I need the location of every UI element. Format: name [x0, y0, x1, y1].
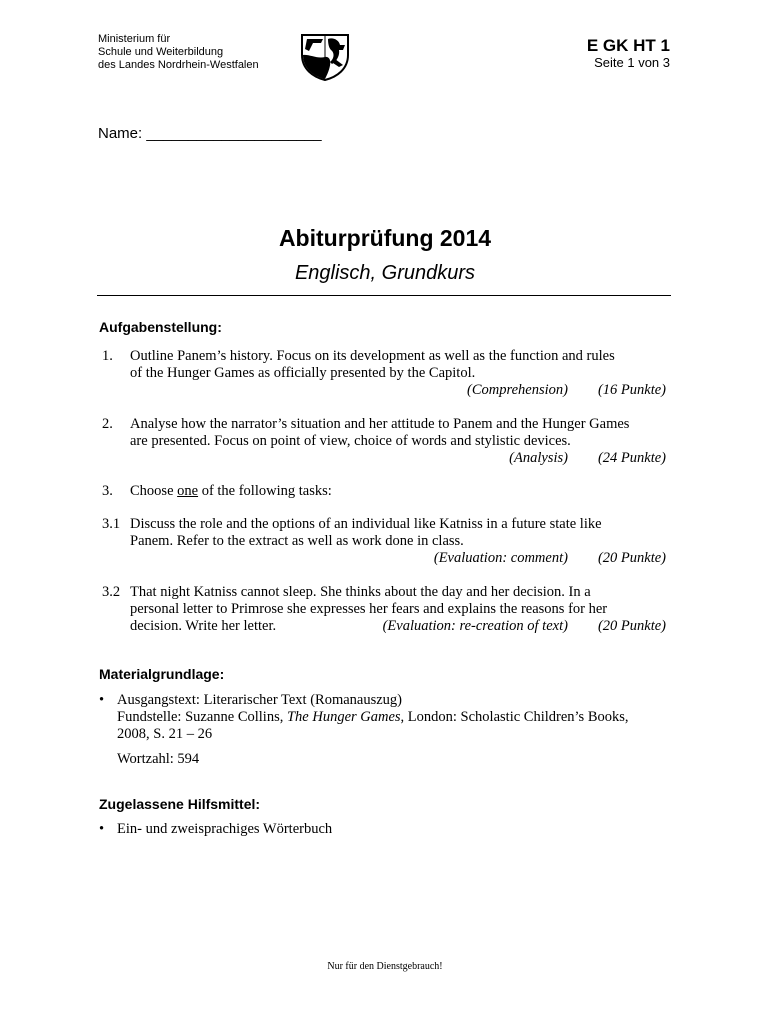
page-title: Abiturprüfung 2014 [278, 225, 492, 251]
task-points: (16 Punkte) [597, 382, 666, 398]
task-points: (20 Punkte) [597, 618, 666, 634]
task-text-line: of the Hunger Games as officially presented by the Capitol. [130, 365, 476, 381]
page-subtitle: Englisch, Grundkurs [294, 262, 476, 284]
task-text-line: are presented. Focus on point of view, choice of words and stylistic devices. [130, 433, 571, 449]
task-text-line: decision. Write her letter. [130, 618, 277, 634]
emphasis-underline: one [177, 483, 199, 499]
nrw-coat-of-arms-icon [299, 31, 351, 81]
task-meta [130, 450, 666, 467]
aid-text: Ein- und zweisprachiges Wörterbuch [117, 821, 333, 837]
task-text-line: Choose one of the following tasks: [130, 483, 332, 499]
task-points: (24 Punkte) [597, 450, 666, 466]
materials-heading: Materialgrundlage: [99, 666, 225, 682]
task-text-line: personal letter to Primrose she expresses her fears and explains the reasons for her [130, 601, 608, 617]
task-1 [102, 348, 666, 399]
task-last-line [130, 618, 666, 635]
materials-list-item [99, 692, 679, 768]
ministry-line: Ministerium für [98, 33, 171, 45]
task-type: (Analysis) [509, 450, 568, 466]
ministry-line: Schule und Weiterbildung [98, 46, 224, 58]
bullet-icon: • [99, 692, 105, 708]
task-2 [102, 416, 666, 467]
material-source: Fundstelle: Suzanne Collins, The Hunger Games, London: Scholastic Children’s Books, [117, 709, 629, 725]
task-text-line: Analyse how the narrator’s situation and her attitude to Panem and the Hunger Games [130, 416, 630, 432]
task-3 [102, 483, 666, 500]
task-type: (Evaluation: re-creation of text) [382, 618, 568, 634]
task-number: 1. [102, 348, 113, 364]
task-number: 3.1 [102, 516, 121, 532]
task-meta [130, 382, 666, 399]
task-points: (20 Punkte) [597, 550, 666, 566]
name-field: Name: _____________________ [98, 125, 322, 142]
word-count: Wortzahl: 594 [117, 751, 200, 767]
ministry-name [98, 33, 259, 72]
footer-note: Nur für den Dienstgebrauch! [327, 961, 443, 972]
page-info: Seite 1 von 3 [594, 55, 670, 70]
task-text-line: Discuss the role and the options of an individual like Katniss in a future state like [130, 516, 602, 532]
bullet-icon: • [99, 821, 105, 837]
aids-list-item [99, 821, 679, 838]
exam-code: E GK HT 1 [586, 36, 670, 55]
task-number: 2. [102, 416, 113, 432]
task-type: (Evaluation: comment) [433, 550, 568, 566]
task-text-line: Outline Panem’s history. Focus on its development as well as the function and rules [130, 348, 615, 364]
title-divider [97, 295, 671, 296]
task-type: (Comprehension) [467, 382, 568, 398]
material-text: 2008, S. 21 – 26 [117, 726, 213, 742]
tasks-heading: Aufgabenstellung: [99, 319, 222, 335]
task-text-line: Panem. Refer to the extract as well as work done in class. [130, 533, 464, 549]
aids-heading: Zugelassene Hilfsmittel: [99, 796, 261, 812]
ministry-line: des Landes Nordrhein-Westfalen [98, 59, 259, 71]
task-number: 3. [102, 483, 113, 499]
task-3-1 [102, 516, 666, 567]
task-3-2 [102, 584, 666, 635]
task-meta [130, 550, 666, 567]
task-number: 3.2 [102, 584, 121, 600]
task-text-line: That night Katniss cannot sleep. She thinks about the day and her decision. In a [130, 584, 591, 600]
book-title: The Hunger Games [286, 709, 401, 725]
material-text: Ausgangstext: Literarischer Text (Romanauszug) [117, 692, 403, 708]
